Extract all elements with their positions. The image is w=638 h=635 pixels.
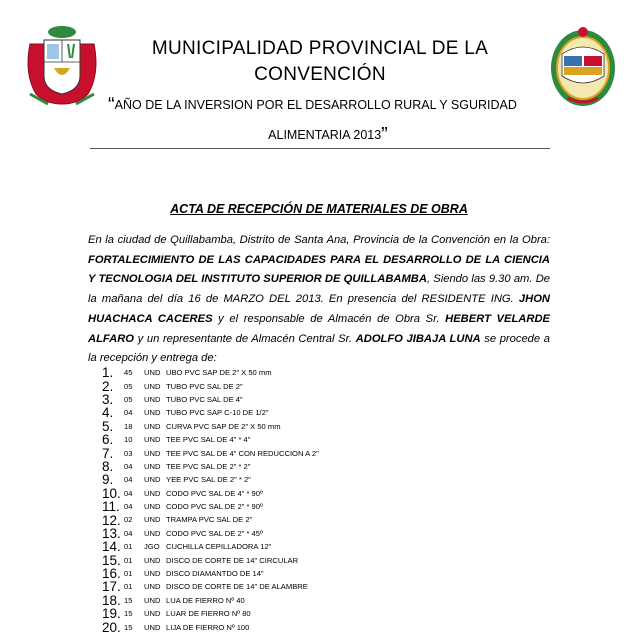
list-item (102, 406, 562, 419)
municipality-title (110, 36, 530, 88)
list-item (102, 500, 562, 513)
list-item (102, 433, 562, 446)
item-quantity: 01 (124, 555, 133, 565)
item-unit: UND (144, 555, 161, 565)
item-description: LUAR DE FIERRO Nº 80 (166, 609, 251, 619)
list-item (102, 446, 562, 459)
intro-text-2: , Siendo las 9.30 am. De la mañana del día 16 de MARZO DEL 2013. En presencia del RESIDENTE ING. (88, 273, 550, 306)
item-number: 11. (102, 499, 120, 515)
item-quantity: 04 (124, 502, 133, 512)
item-quantity: 04 (124, 475, 133, 485)
item-unit: UND (144, 421, 161, 431)
intro-text-5: se procede a la recepción y entrega de: (88, 332, 550, 365)
item-quantity: 01 (124, 569, 133, 579)
item-description: CURVA PVC SAP DE 2" X 50 mm (166, 421, 281, 431)
item-description: DISCO DE CORTE DE 14" CIRCULAR (166, 555, 299, 565)
central-representative-name: ADOLFO JIBAJA LUNA (355, 332, 481, 345)
list-item (102, 487, 562, 500)
item-quantity: 15 (124, 609, 133, 619)
item-unit: JGO (144, 542, 160, 552)
item-number: 18. (102, 592, 121, 608)
item-number: 3. (102, 391, 114, 407)
item-number: 12. (102, 512, 121, 528)
item-quantity: 04 (124, 461, 133, 471)
item-unit: UND (144, 475, 161, 485)
province-seal-logo (548, 24, 618, 108)
list-item (102, 620, 562, 633)
item-description: TEE PVC SAL DE 2" * 2" (166, 461, 251, 471)
document-header (0, 0, 638, 150)
item-number: 14. (102, 539, 121, 555)
list-item (102, 473, 562, 486)
item-number: 16. (102, 566, 121, 582)
item-unit: UND (144, 609, 161, 619)
item-quantity: 10 (124, 435, 133, 445)
list-item (102, 527, 562, 540)
item-unit: UND (144, 528, 161, 538)
item-quantity: 02 (124, 515, 133, 525)
document-title: ACTA DE RECEPCIÓN DE MATERIALES DE OBRA (170, 202, 468, 216)
item-number: 17. (102, 579, 121, 595)
intro-text-3: y el responsable de Almacén de Obra Sr. (212, 312, 446, 325)
list-item (102, 540, 562, 553)
list-item (102, 580, 562, 593)
item-number: 5. (102, 418, 114, 434)
item-description: CODO PVC SAL DE 4" * 90º (166, 488, 263, 498)
motto-open-quote: “ (108, 94, 115, 116)
item-description: CODO PVC SAL DE 2" * 90º (166, 502, 263, 512)
list-item (102, 607, 562, 620)
list-item (102, 393, 562, 406)
item-number: 10. (102, 485, 121, 501)
item-description: LIJA DE FIERRO Nº 100 (166, 622, 250, 632)
list-item (102, 594, 562, 607)
peru-coat-of-arms-logo (22, 24, 102, 108)
item-unit: UND (144, 448, 161, 458)
resident-name: JHON HUACHACA CACERES (88, 293, 550, 325)
title-line-1: MUNICIPALIDAD PROVINCIAL DE LA (151, 38, 489, 59)
item-unit: UND (144, 408, 161, 418)
item-unit: UND (144, 368, 161, 378)
item-number: 20. (102, 619, 121, 635)
item-description: TUBO PVC SAL DE 2" (166, 381, 243, 391)
item-unit: UND (144, 461, 161, 471)
item-quantity: 04 (124, 528, 133, 538)
item-unit: UND (144, 595, 161, 605)
item-unit: UND (144, 502, 161, 512)
item-quantity: 15 (124, 595, 133, 605)
item-quantity: 15 (124, 622, 133, 632)
item-quantity: 05 (124, 381, 133, 391)
item-description: CUCHILLA CEPILLADORA 12" (166, 542, 272, 552)
item-unit: UND (144, 394, 161, 404)
intro-paragraph (88, 231, 550, 369)
list-item (102, 553, 562, 566)
item-number: 4. (102, 405, 114, 421)
item-number: 8. (102, 458, 114, 474)
item-quantity: 01 (124, 542, 133, 552)
intro-text-1: En la ciudad de Quillabamba, Distrito de Santa Ana, Provincia de la Convención en la Obra: (88, 234, 550, 246)
item-unit: UND (144, 488, 161, 498)
header-divider (90, 148, 550, 149)
item-unit: UND (144, 569, 161, 579)
item-quantity: 01 (124, 582, 133, 592)
materials-list (102, 366, 562, 634)
item-description: CODO PVC SAL DE 2" * 45º (166, 528, 263, 538)
item-number: 9. (102, 472, 114, 488)
year-motto (108, 90, 548, 150)
item-number: 2. (102, 378, 114, 394)
item-quantity: 18 (124, 421, 133, 431)
item-quantity: 45 (124, 368, 133, 378)
item-unit: UND (144, 381, 161, 391)
item-number: 1. (102, 365, 114, 381)
item-description: TEE PVC SAL DE 4" * 4" (166, 435, 251, 445)
intro-text-4: y un representante de Almacén Central Sr. (134, 332, 356, 345)
motto-line-2: ALIMENTARIA 2013 (268, 128, 382, 142)
item-description: TEE PVC SAL DE 4" CON REDUCCION A 2" (166, 448, 319, 458)
item-description: UBO PVC SAP DE 2" X 50 mm (166, 368, 272, 378)
item-quantity: 04 (124, 408, 133, 418)
item-unit: UND (144, 622, 161, 632)
item-description: TUBO PVC SAP C-10 DE 1/2" (166, 408, 269, 418)
item-number: 19. (102, 606, 121, 622)
item-quantity: 05 (124, 394, 133, 404)
item-number: 6. (102, 432, 114, 448)
title-line-2: CONVENCIÓN (254, 64, 386, 85)
item-description: TRAMPA PVC SAL DE 2" (166, 515, 253, 525)
motto-close-quote: ” (381, 124, 388, 146)
item-number: 15. (102, 552, 121, 568)
list-item (102, 379, 562, 392)
item-description: TUBO PVC SAL DE 4" (166, 394, 243, 404)
item-number: 7. (102, 445, 114, 461)
item-quantity: 04 (124, 488, 133, 498)
list-item (102, 460, 562, 473)
list-item (102, 366, 562, 379)
motto-line-1: AÑO DE LA INVERSION POR EL DESARROLLO RURAL Y SGURIDAD (114, 98, 517, 112)
item-description: YEE PVC SAL DE 2" * 2" (166, 475, 251, 485)
item-description: LUA DE FIERRO Nº 40 (166, 595, 245, 605)
item-unit: UND (144, 515, 161, 525)
list-item (102, 567, 562, 580)
item-quantity: 03 (124, 448, 133, 458)
list-item (102, 513, 562, 526)
item-number: 13. (102, 525, 121, 541)
item-unit: UND (144, 435, 161, 445)
item-description: DISCO DE CORTE DE 14" DE ALAMBRE (166, 582, 308, 592)
project-name: FORTALECIMIENTO DE LAS CAPACIDADES PARA EL DESARROLLO DE LA CIENCIA Y TECNOLOGIA DEL INSTITUTO SUPERIOR DE QUILLABAMBA (88, 253, 550, 286)
warehouse-manager-name: HEBERT VELARDE ALFARO (88, 312, 551, 345)
list-item (102, 420, 562, 433)
item-description: DISCO DIAMANTDO DE 14" (166, 569, 264, 579)
item-unit: UND (144, 582, 161, 592)
